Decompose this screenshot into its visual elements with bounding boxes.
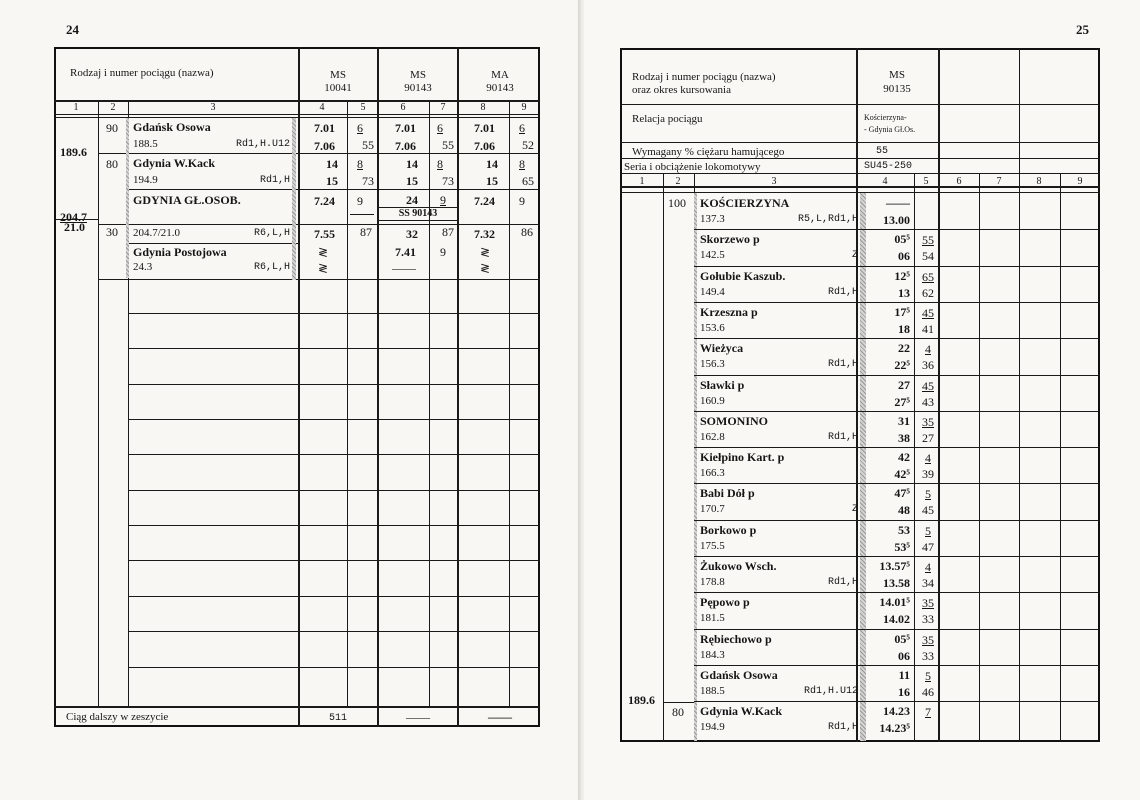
run-value: 86 bbox=[521, 225, 533, 239]
time-arrival: 17⁵ bbox=[894, 305, 910, 319]
station-km: 175.5 bbox=[700, 540, 725, 552]
run-value: 8 bbox=[519, 157, 525, 171]
run-value: 65 bbox=[522, 174, 534, 188]
train-number: 90135 bbox=[883, 83, 911, 95]
column-number: 9 bbox=[1077, 176, 1083, 187]
column-number: 4 bbox=[319, 102, 325, 113]
time-departure: 38 bbox=[898, 431, 910, 445]
station-code: R6,L,H bbox=[253, 228, 290, 239]
time-departure: 13.58 bbox=[883, 576, 910, 590]
run-value: 5 bbox=[925, 669, 931, 683]
time: 14 bbox=[486, 157, 498, 171]
time: 32 bbox=[406, 227, 418, 241]
train-type-label: Rodzaj i numer pociągu (nazwa) bbox=[70, 67, 214, 79]
run-value: 6 bbox=[437, 121, 443, 135]
pass-mark: ≷ bbox=[318, 245, 329, 259]
time-departure: 06 bbox=[898, 649, 910, 663]
run-value: 55 bbox=[442, 138, 454, 152]
column-number: 2 bbox=[675, 176, 681, 187]
station-code: Rd1,H bbox=[827, 359, 858, 370]
time-arrival: 42 bbox=[898, 450, 910, 464]
speed-limit: 80 bbox=[672, 705, 684, 719]
run-value: 7 bbox=[925, 705, 931, 719]
time-departure: 48 bbox=[898, 503, 910, 517]
station-km: 184.3 bbox=[700, 649, 725, 661]
time: 14 bbox=[406, 157, 418, 171]
speed-limit: 100 bbox=[668, 196, 686, 210]
continuation-dash: —— bbox=[406, 710, 430, 724]
station-name: Pępowo p bbox=[700, 595, 750, 609]
run-value: 35 bbox=[922, 415, 934, 429]
time-departure: 18 bbox=[898, 322, 910, 336]
time: 7.01 bbox=[395, 121, 416, 135]
time-arrival: 53 bbox=[898, 523, 910, 537]
train-number: 90143 bbox=[486, 82, 514, 94]
station-name: Gdynia W.Kack bbox=[700, 704, 783, 718]
time: 15 bbox=[406, 174, 418, 188]
time-arrival: 11 bbox=[898, 668, 910, 682]
relation-value: Kościerzyna- bbox=[864, 113, 907, 122]
station-name: Gdańsk Osowa bbox=[700, 668, 778, 682]
run-value: 45 bbox=[922, 503, 934, 517]
run-value: 55 bbox=[922, 233, 934, 247]
time-arrival: 47⁵ bbox=[894, 486, 910, 500]
run-value: 4 bbox=[925, 342, 931, 356]
pass-mark: ≷ bbox=[480, 245, 491, 259]
run-value: 9 bbox=[440, 193, 446, 207]
time: 7.41 bbox=[395, 245, 416, 259]
train-type: MS bbox=[330, 69, 346, 81]
station-code: R6,L,H bbox=[253, 262, 290, 273]
km-mark: 189.6 bbox=[60, 145, 87, 159]
run-value: 52 bbox=[522, 138, 534, 152]
run-value: 6 bbox=[357, 121, 363, 135]
run-value: 73 bbox=[442, 174, 454, 188]
speed-limit: 30 bbox=[106, 225, 118, 239]
time-departure: 13 bbox=[898, 286, 910, 300]
time: 7.01 bbox=[314, 121, 335, 135]
run-value: 27 bbox=[922, 431, 934, 445]
station-code: Z bbox=[851, 250, 858, 261]
time-arrival: 12⁵ bbox=[894, 269, 910, 283]
time-arrival: 27 bbox=[898, 378, 910, 392]
column-number: 2 bbox=[110, 102, 116, 113]
continuation-dash: —— bbox=[488, 710, 512, 724]
station-name: Borkowo p bbox=[700, 523, 757, 537]
station-name: Skorzewo p bbox=[700, 232, 760, 246]
time-arrival: 14.01⁵ bbox=[879, 595, 910, 609]
column-number: 5 bbox=[360, 102, 366, 113]
station-km: 149.4 bbox=[700, 286, 725, 298]
run-value: 8 bbox=[357, 157, 363, 171]
page-number-right: 25 bbox=[1076, 22, 1089, 37]
continuation-value: 511 bbox=[328, 713, 348, 724]
column-number: 5 bbox=[923, 176, 929, 187]
station-name: Wieżyca bbox=[700, 341, 744, 355]
run-value: 9 bbox=[519, 194, 525, 208]
run-value: 62 bbox=[922, 286, 934, 300]
speed-limit: 80 bbox=[106, 157, 118, 171]
time: 24 bbox=[406, 193, 418, 207]
station-km: 160.9 bbox=[700, 395, 725, 407]
station-name: Gdynia W.Kack bbox=[133, 156, 216, 170]
run-value: 87 bbox=[360, 225, 372, 239]
run-value: 55 bbox=[362, 138, 374, 152]
run-value: 35 bbox=[922, 596, 934, 610]
station-km: 188.5 bbox=[133, 138, 158, 150]
station-km: 137.3 bbox=[700, 213, 725, 225]
time-arrival: 14.23 bbox=[883, 704, 910, 718]
brake-value: 55 bbox=[876, 146, 889, 157]
loco-value: SU45-250 bbox=[864, 161, 913, 172]
brake-label: Wymagany % ciężaru hamującego bbox=[632, 146, 785, 158]
time-departure: 22⁵ bbox=[894, 358, 910, 372]
run-value: 33 bbox=[922, 612, 934, 626]
run-value: 5 bbox=[925, 487, 931, 501]
km-mark: 204.7 bbox=[60, 210, 87, 224]
time-departure: 14.02 bbox=[883, 612, 910, 626]
station-name: Kiełpino Kart. p bbox=[700, 450, 785, 464]
time: 7.06 bbox=[474, 139, 495, 153]
station-code: R5,L,Rd1,H bbox=[797, 214, 858, 225]
page-number-left: 24 bbox=[66, 22, 79, 37]
station-name: Gdynia Postojowa bbox=[133, 245, 227, 259]
column-number: 1 bbox=[639, 176, 645, 187]
station-name: Rębiechowo p bbox=[700, 632, 772, 646]
station-km: 162.8 bbox=[700, 431, 725, 443]
run-value: 33 bbox=[922, 649, 934, 663]
run-value: 54 bbox=[922, 249, 934, 263]
station-km: 24.3 bbox=[133, 261, 153, 273]
time-departure: 42⁵ bbox=[894, 467, 910, 481]
station-km: 156.3 bbox=[700, 358, 725, 370]
run-value: 35 bbox=[922, 633, 934, 647]
run-value: 9 bbox=[440, 245, 446, 259]
station-km: 204.7/21.0 bbox=[133, 227, 181, 239]
time: 7.55 bbox=[314, 227, 335, 241]
run-value: 9 bbox=[357, 194, 363, 208]
run-value: 5 bbox=[925, 524, 931, 538]
time-arrival: 31 bbox=[898, 414, 910, 428]
time: 7.24 bbox=[314, 194, 335, 208]
station-km: 181.5 bbox=[700, 612, 725, 624]
loco-label: Seria i obciążenie lokomotywy bbox=[624, 161, 761, 173]
column-number: 4 bbox=[882, 176, 888, 187]
column-number: 6 bbox=[956, 176, 962, 187]
station-km: 142.5 bbox=[700, 249, 725, 261]
pass-mark: ≷ bbox=[480, 261, 491, 275]
time-arrival: 05⁵ bbox=[894, 232, 910, 246]
station-code: Rd1,H bbox=[827, 722, 858, 733]
column-number: 7 bbox=[440, 102, 446, 113]
run-value: 4 bbox=[925, 560, 931, 574]
run-value: 45 bbox=[922, 306, 934, 320]
run-value: 8 bbox=[437, 157, 443, 171]
time: 7.06 bbox=[395, 139, 416, 153]
column-number: 9 bbox=[521, 102, 527, 113]
station-code: Rd1,H bbox=[259, 175, 290, 186]
station-km: 153.6 bbox=[700, 322, 725, 334]
run-value: 36 bbox=[922, 358, 934, 372]
station-name: Żukowo Wsch. bbox=[700, 559, 777, 573]
station-name: Gdańsk Osowa bbox=[133, 120, 211, 134]
time: 7.06 bbox=[314, 139, 335, 153]
time-departure: 27⁵ bbox=[894, 395, 910, 409]
station-name: SOMONINO bbox=[700, 414, 769, 428]
train-type-label: Rodzaj i numer pociągu (nazwa) bbox=[632, 71, 776, 83]
column-number: 8 bbox=[1036, 176, 1042, 187]
run-value: 87 bbox=[442, 225, 454, 239]
time-departure: 14.23⁵ bbox=[879, 721, 910, 735]
train-number: 90143 bbox=[404, 82, 432, 94]
column-number: 6 bbox=[400, 102, 406, 113]
station-name: Gołubie Kaszub. bbox=[700, 269, 786, 283]
time-arrival: 13.57⁵ bbox=[879, 559, 910, 573]
column-number: 3 bbox=[210, 102, 216, 113]
dash: —— bbox=[392, 261, 416, 275]
time-departure: 13.00 bbox=[883, 213, 910, 227]
time-departure: 06 bbox=[898, 249, 910, 263]
run-value: 6 bbox=[519, 121, 525, 135]
train-change-note: SS 90143 bbox=[398, 208, 438, 219]
time: 7.32 bbox=[474, 227, 495, 241]
km-mark: 21.0 bbox=[64, 220, 85, 234]
station-name: Krzeszna p bbox=[700, 305, 758, 319]
column-number: 8 bbox=[480, 102, 486, 113]
time: 14 bbox=[326, 157, 338, 171]
time-arrival: 22 bbox=[898, 341, 910, 355]
run-value: 34 bbox=[922, 576, 934, 590]
run-value: 41 bbox=[922, 322, 934, 336]
station-km: 188.5 bbox=[700, 685, 725, 697]
station-code: Rd1,H.U12 bbox=[803, 686, 858, 697]
run-value: 45 bbox=[922, 379, 934, 393]
run-value: 73 bbox=[362, 174, 374, 188]
station-code: Z bbox=[851, 504, 858, 515]
train-period-label: oraz okres kursowania bbox=[632, 84, 731, 96]
time: 7.24 bbox=[474, 194, 495, 208]
km-mark: 189.6 bbox=[628, 693, 655, 707]
train-number: 10041 bbox=[324, 82, 352, 94]
station-km: 194.9 bbox=[700, 721, 725, 733]
station-km: 166.3 bbox=[700, 467, 725, 479]
time-departure: 16 bbox=[898, 685, 910, 699]
station-name: Sławki p bbox=[700, 378, 745, 392]
run-value: 4 bbox=[925, 451, 931, 465]
run-value: 39 bbox=[922, 467, 934, 481]
column-number: 7 bbox=[996, 176, 1002, 187]
pass-mark: ≷ bbox=[318, 261, 329, 275]
train-type: MS bbox=[889, 69, 905, 81]
station-km: 194.9 bbox=[133, 174, 158, 186]
station-km: 178.8 bbox=[700, 576, 725, 588]
station-name: GDYNIA GŁ.OSOB. bbox=[133, 193, 241, 207]
train-type: MS bbox=[410, 69, 426, 81]
time-arrival: —— bbox=[886, 196, 910, 210]
station-name: Babi Dół p bbox=[700, 486, 755, 500]
time-departure: 53⁵ bbox=[894, 540, 910, 554]
station-code: Rd1,H bbox=[827, 577, 858, 588]
speed-limit: 90 bbox=[106, 121, 118, 135]
run-value: 46 bbox=[922, 685, 934, 699]
time: 7.01 bbox=[474, 121, 495, 135]
relation-value: - Gdynia Gł.Os. bbox=[864, 125, 916, 134]
column-number: 1 bbox=[73, 102, 79, 113]
train-type: MA bbox=[491, 69, 509, 81]
column-number: 3 bbox=[771, 176, 777, 187]
station-code: Rd1,H bbox=[827, 432, 858, 443]
time: 15 bbox=[486, 174, 498, 188]
run-value: 43 bbox=[922, 395, 934, 409]
run-value: 47 bbox=[922, 540, 934, 554]
time: 15 bbox=[326, 174, 338, 188]
time-arrival: 05⁵ bbox=[894, 632, 910, 646]
run-value: 65 bbox=[922, 270, 934, 284]
right-page bbox=[584, 0, 1140, 800]
station-name: KOŚCIERZYNA bbox=[700, 196, 790, 210]
continuation-label: Ciąg dalszy w zeszycie bbox=[66, 711, 169, 723]
station-km: 170.7 bbox=[700, 503, 725, 515]
relation-label: Relacja pociągu bbox=[632, 113, 703, 125]
station-code: Rd1,H.U12 bbox=[235, 139, 290, 150]
station-code: Rd1,H bbox=[827, 287, 858, 298]
